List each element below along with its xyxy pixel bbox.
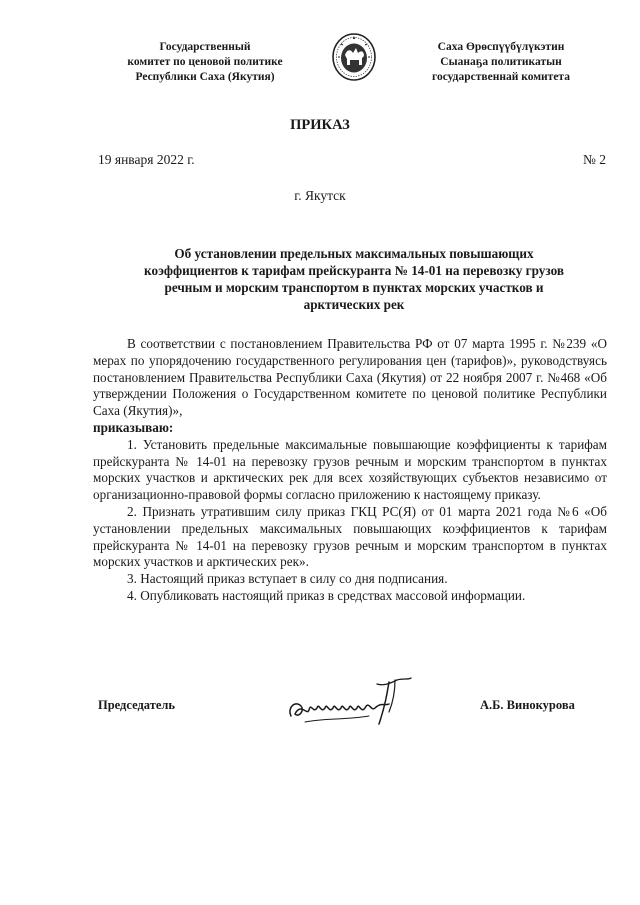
document-subject [100,245,608,313]
header-right-line: государственнай комитета [432,71,570,83]
order-item-3: 3. Настоящий приказ вступает в силу со дня подписания. [127,571,448,587]
document-body [93,336,607,605]
subject-line: арктических рек [303,297,405,312]
document-title: ПРИКАЗ [290,117,350,133]
signatory-role: Председатель [98,698,176,712]
document-date: 19 января 2022 г. [98,152,195,167]
subject-line: речным и морским транспортом в пунктах морских участков и [164,280,544,295]
handwritten-signature-icon [285,672,417,730]
order-item-1: 1. Установить предельные максимальные повышающие коэффициенты к тарифам прейскуранта № 14-01 на перевозку грузов речным и морским транспортом в пунктах морских участков и арктических рек для всех хозяйствующих субъектов независимо от организационно-правовой формы согласно приложению к настоящему приказу. [93,436,607,503]
header-left-line: Республики Саха (Якутия) [135,71,275,83]
preamble-paragraph [93,336,607,420]
header-left-line: комитет по ценовой политике [127,56,283,68]
signatory-name: А.Б. Винокурова [480,698,575,712]
sakha-coat-of-arms-icon [331,32,377,82]
header-left-line: Государственный [159,41,251,53]
decree-word: приказываю: [93,419,174,435]
document-city: г. Якутск [294,188,346,203]
order-item-4: 4. Опубликовать настоящий приказ в средствах массовой информации. [127,587,526,603]
subject-line: коэффициентов к тарифам прейскуранта № 14-01 на перевозку грузов [144,263,564,278]
header-right-sah [398,40,604,85]
subject-line: Об установлении предельных максимальных повышающих [174,246,534,261]
header-right-line: Сыанаҕа политикатын [440,56,562,68]
header-left-ru [100,40,310,85]
header-right-line: Саха Өрөспүүбүлүкэтин [437,41,565,53]
document-number: № 2 [582,152,606,167]
order-item-2: 2. Признать утратившим силу приказ ГКЦ РС(Я) от 01 марта 2021 года №6 «Об установлении предельных максимальных повышающих коэффициентов к тарифам прейскуранта № 14-01 на перевозку грузов речным и морским транспортом в пунктах морских участков и арктических рек». [93,503,607,570]
preamble-text: В соответствии с постановлением Правительства РФ от 07 марта 1995 г. №239 «О мерах по упорядочению государственного регулирования цен (тарифов)», руководствуясь постановлением Правительства Республики Саха (Якутия) от 22 ноября 2007 г. №468 «Об утверждении Положения о Государственном комитете по ценовой политике Республики Саха (Якутия)», [93,336,607,419]
